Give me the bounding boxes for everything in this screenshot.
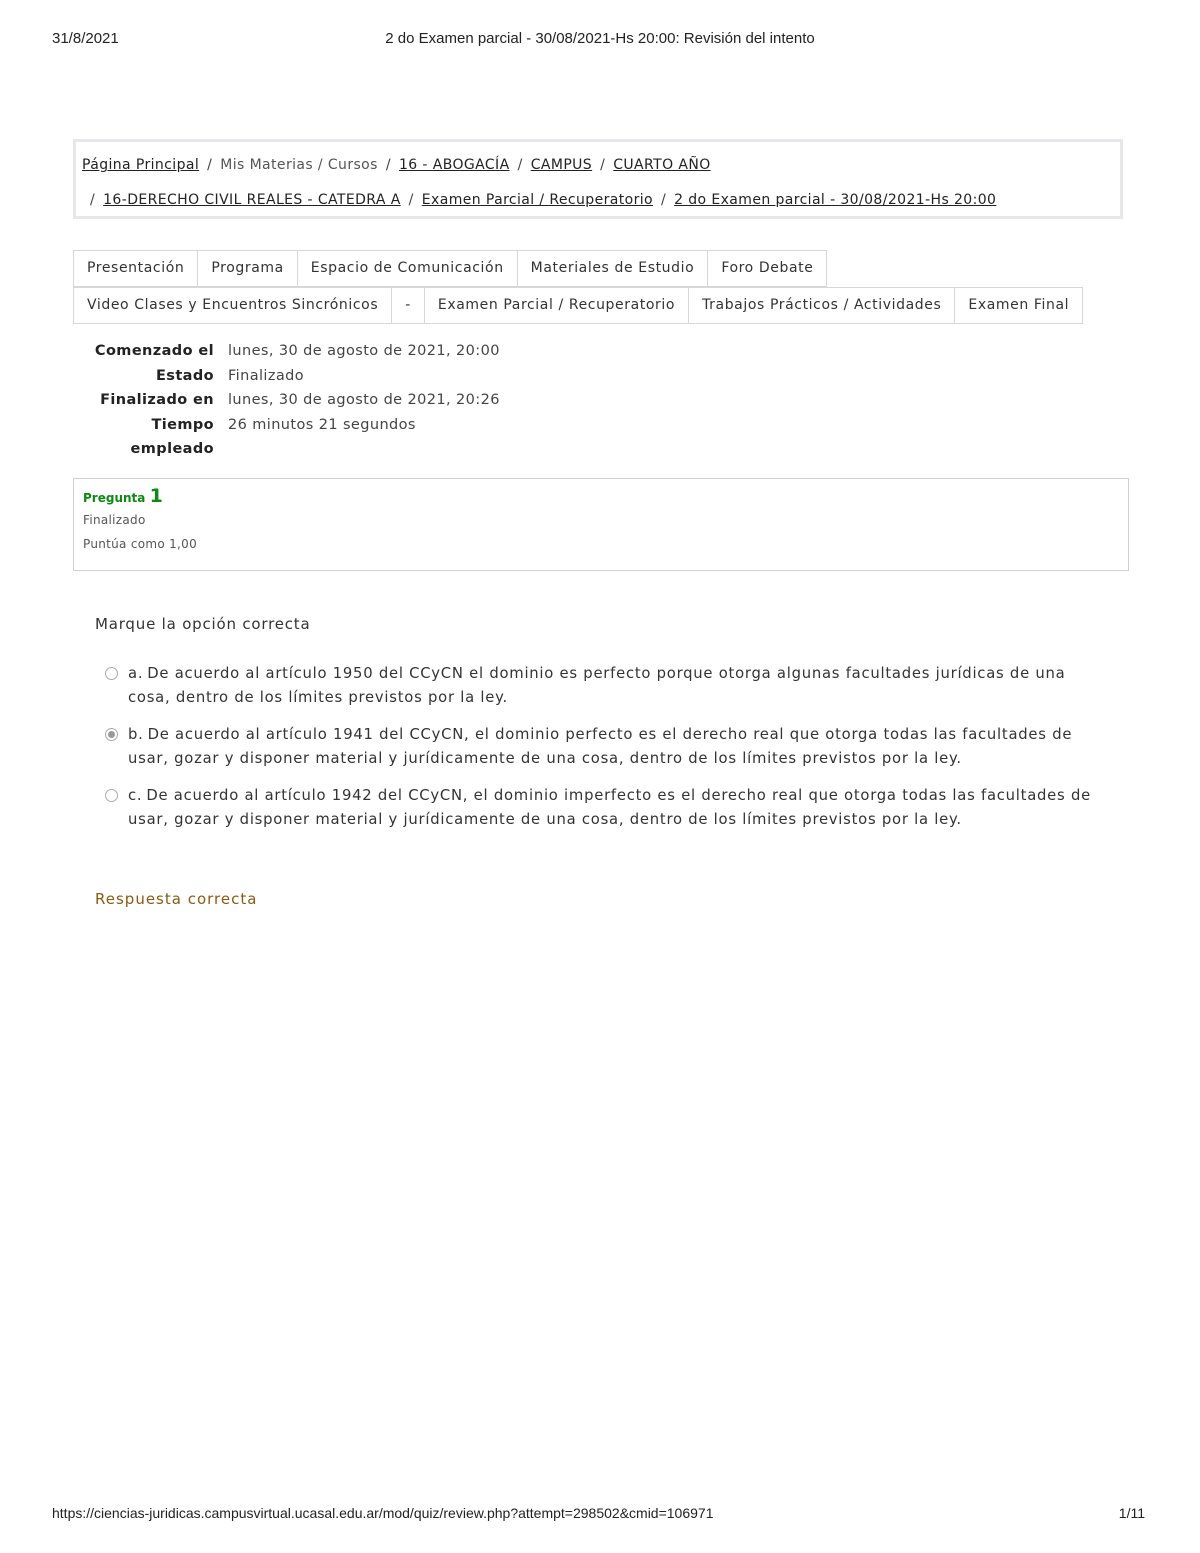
tab-separator[interactable]: - (391, 287, 425, 324)
breadcrumb-home-link[interactable]: Página Principal (82, 157, 200, 173)
breadcrumb-quiz-link[interactable]: 2 do Examen parcial - 30/08/2021-Hs 20:00 (674, 192, 997, 208)
answer-option-b[interactable] (103, 723, 1113, 771)
question-info (73, 478, 1129, 571)
answer-letter: b. (128, 726, 144, 743)
radio-button[interactable] (105, 667, 118, 680)
radio-button-selected[interactable] (105, 728, 118, 741)
breadcrumb-separator: / (660, 192, 667, 208)
tab-materiales-estudio[interactable]: Materiales de Estudio (517, 250, 709, 287)
breadcrumb-my-courses: Mis Materias / Cursos (220, 157, 378, 173)
question-number (83, 485, 1119, 507)
breadcrumb-abogacia-link[interactable]: 16 - ABOGACÍA (398, 157, 510, 173)
print-title: 2 do Examen parcial - 30/08/2021-Hs 20:00: Revisión del intento (385, 30, 815, 47)
page-url: https://ciencias-juridicas.campusvirtual.ucasal.edu.ar/mod/quiz/review.php?attempt=298502&cmid=106971 (52, 1505, 714, 1521)
answer-text: De acuerdo al artículo 1950 del CCyCN el dominio es perfecto porque otorga algunas facultades jurídicas de una cosa, dentro de los límites previstos por la ley. (128, 665, 1066, 706)
question-grade: Puntúa como 1,00 (83, 537, 198, 551)
breadcrumb-section-link[interactable]: Examen Parcial / Recuperatorio (421, 192, 653, 208)
tab-presentacion[interactable]: Presentación (73, 250, 198, 287)
finished-label: Finalizado en (100, 392, 214, 408)
time-label: Tiempo empleado (130, 416, 214, 457)
answer-letter: a. (128, 665, 144, 682)
tab-examen-parcial[interactable]: Examen Parcial / Recuperatorio (424, 287, 689, 324)
breadcrumb-separator: / (517, 157, 523, 173)
started-value: lunes, 30 de agosto de 2021, 20:00 (228, 343, 500, 359)
breadcrumb-separator: / (90, 192, 96, 208)
breadcrumb-campus-link[interactable]: CAMPUS (530, 157, 593, 173)
breadcrumb-separator: / (385, 157, 391, 173)
started-label: Comenzado el (94, 343, 214, 359)
answer-text: De acuerdo al artículo 1941 del CCyCN, el dominio perfecto es el derecho real que otorga todas las facultades de usar, gozar y disponer material y jurídicamente de una cosa, dentro de los límites previstos por la ley. (128, 726, 1073, 767)
question-text: Marque la opción correcta (95, 615, 311, 633)
tab-foro-debate[interactable]: Foro Debate (707, 250, 827, 287)
tab-row (73, 250, 1133, 287)
course-tabs (73, 250, 1133, 324)
tab-programa[interactable]: Programa (197, 250, 297, 287)
answer-letter: c. (128, 787, 143, 804)
breadcrumb-separator: / (408, 192, 414, 208)
answer-text: De acuerdo al artículo 1942 del CCyCN, el dominio imperfecto es el derecho real que otorga todas las facultades de usar, gozar y disponer material y jurídicamente de una cosa, dentro de los límites previstos por la ley. (128, 787, 1091, 828)
tab-examen-final[interactable]: Examen Final (954, 287, 1083, 324)
tab-trabajos-practicos[interactable]: Trabajos Prácticos / Actividades (688, 287, 955, 324)
tab-video-clases[interactable]: Video Clases y Encuentros Sincrónicos (73, 287, 392, 324)
question-label: Pregunta (83, 491, 146, 505)
breadcrumb-year-link[interactable]: CUARTO AÑO (613, 157, 711, 173)
answer-option-c[interactable] (103, 784, 1113, 832)
tab-espacio-comunicacion[interactable]: Espacio de Comunicación (297, 250, 518, 287)
finished-value: lunes, 30 de agosto de 2021, 20:26 (228, 392, 500, 408)
tab-row (73, 287, 1133, 324)
radio-button[interactable] (105, 789, 118, 802)
attempt-summary (73, 339, 500, 462)
breadcrumb-separator: / (600, 157, 606, 173)
state-value: Finalizado (228, 367, 305, 384)
answer-option-a[interactable] (103, 662, 1113, 710)
breadcrumb-separator: / (207, 157, 213, 173)
time-value: 26 minutos 21 segundos (228, 416, 416, 433)
question-number-value: 1 (149, 485, 163, 507)
page-counter: 1/11 (1118, 1505, 1145, 1521)
answer-list (103, 662, 1113, 845)
print-date: 31/8/2021 (52, 30, 119, 47)
state-label: Estado (156, 367, 214, 384)
breadcrumb-course-link[interactable]: 16-DERECHO CIVIL REALES - CATEDRA A (103, 192, 401, 208)
breadcrumb (73, 139, 1123, 219)
answer-feedback: Respuesta correcta (95, 890, 258, 908)
question-state: Finalizado (83, 513, 146, 527)
